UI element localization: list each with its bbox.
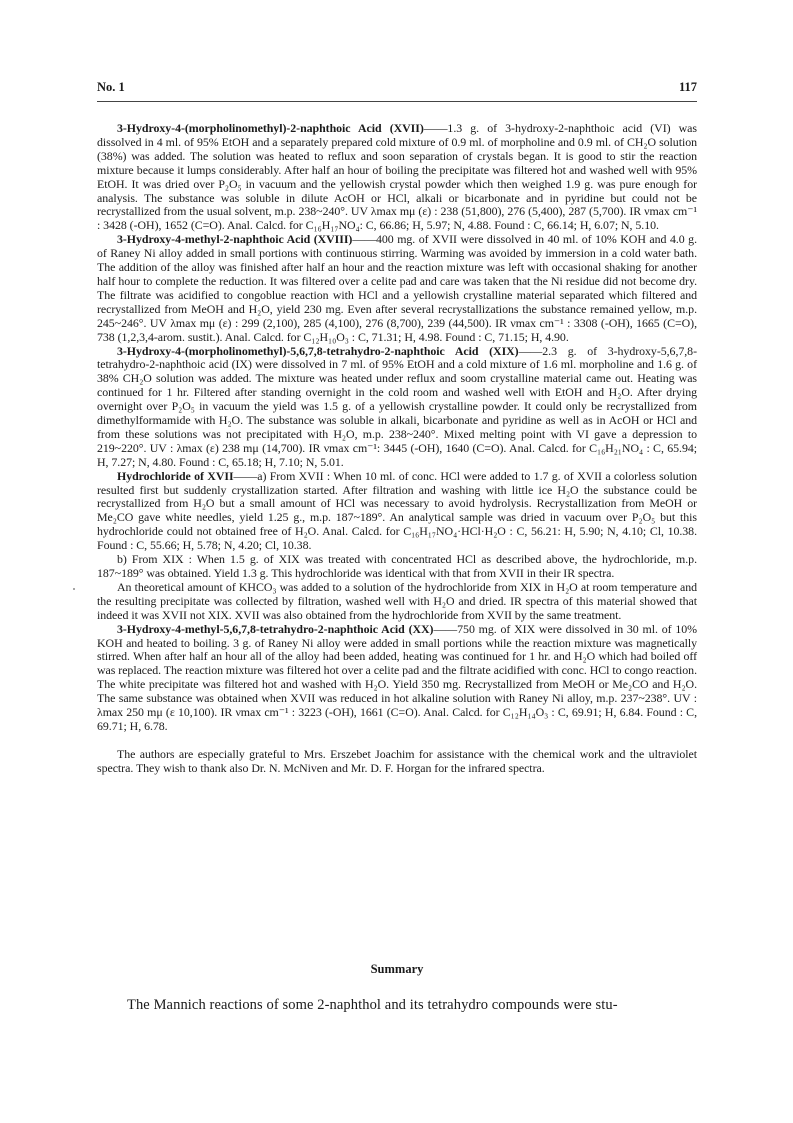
paragraph-hydrochloride <box>97 470 697 553</box>
compound-title: 3-Hydroxy-4-methyl-5,6,7,8-tetrahydro-2-naphthoic Acid (XX) <box>117 621 434 636</box>
header-rule <box>97 101 697 102</box>
paragraph-khco3 <box>97 581 697 623</box>
compound-title: 3-Hydroxy-4-(morpholinomethyl)-5,6,7,8-tetrahydro-2-naphthoic Acid (XIX) <box>117 343 519 358</box>
experimental-section <box>97 122 697 776</box>
compound-title: 3-Hydroxy-4-(morpholinomethyl)-2-naphthoic Acid (XVII) <box>117 121 424 135</box>
paragraph-text: ——a) From XVII : When 10 ml. of conc. HCl were added to 1.7 g. of XVII a colorless solution resulted first but suddenly crystallization started. After filtration and washing with little ice H₂O the substance could be recrystallized from H₂O but a small amount of HCl was necessary to avoid hydrolysis. Recrystallization from MeOH or Me₂CO gave white needles, yield 1.25 g., m.p. 187~189°. An analytical sample was dried in vacuum over P₂O₅ but this hydrochloride could not obtained free of H₂O. Anal. Calcd. for C₁₆H₁₇NO₄·HCl·H₂O : C, 56.21: H, 5.90; N, 4.10; Cl, 10.38. Found : C, 55.66; H, 5.78; N, 4.20; Cl, 10.38. <box>97 468 697 553</box>
page-number: 117 <box>678 80 697 94</box>
acknowledgement: The authors are especially grateful to Mrs. Erszebet Joachim for assistance with the chemical work and the ultraviolet spectra. They wish to thank also Dr. N. McNiven and Mr. D. F. Horgan for the infrared spectra. <box>97 746 697 775</box>
paragraph-xx <box>97 623 697 734</box>
running-header <box>97 80 697 95</box>
paragraph-xvii <box>97 122 697 233</box>
paragraph-text: An theoretical amount of KHCO₃ was added to a solution of the hydrochloride from XIX in H₂O at room temperature and the resulting precipitate was collected by filtration, washed well with H₂O and dried. IR spectra of this material showed that indeed it was XVII not XIX. XVII was also obtained from the hydrochloride from XVII by the same treatment. <box>97 579 697 622</box>
paragraph-xviii <box>97 233 697 344</box>
compound-title: Hydrochloride of XVII <box>117 468 234 483</box>
paragraph-text: ——400 mg. of XVII were dissolved in 40 ml. of 10% KOH and 4.0 g. of Raney Ni alloy added in small portions with continuous stirring. Warming was avoided by immersion in a cold water bath. The addition of the alloy was finished after half an hour and the reaction mixture was left with occasional shaking for another half hour to complete the reduction. It was filtered over a celite pad and care was taken that the Ni residue did not become dry. The filtrate was acidified to congoblue reaction with HCl and a yellowish crystalline material separated which filtered and recrystallized from MeOH and H₂O, yield 230 mg. Even after several recrystallizations the substance remained yellow, m.p. 245~246°. UV λmax mμ (ε) : 299 (2,100), 285 (4,100), 276 (8,700), 239 (44,500). IR νmax cm⁻¹ : 3308 (-OH), 1665 (C=O), 738 (1,2,3,4-arom. sustit.). Anal. Calcd. for C₁₂H₁₀O₃ : C, 71.31; H, 4.98. Found : C, 71.15; H, 4.90. <box>97 232 697 344</box>
journal-number: No. 1 <box>97 80 125 94</box>
summary-heading: Summary <box>370 962 424 976</box>
paragraph-hydrochloride-b <box>97 553 697 581</box>
paragraph-text: ——2.3 g. of 3-hydroxy-5,6,7,8-tetrahydro-2-naphthoic acid (IX) were dissolved in 7 ml. of 95% EtOH and a cold mixture of 1.6 ml. morpholine and 1.6 g. of 38% CH₂O solution was added. The mixture was heated under reflux and soom crystalline material came out. Heating was continued for 1 hr. Filtered after standing overnight in the cold room and washed well with EtOH and H₂O. After drying overnight over P₂O₅ in vacuum the yield was 1.5 g. of a yellowish crystalline powder. It could only be recrystallized from dimethylformamide with H₂O. The substance was soluble in alkali, bicarbonate and pyridine as well as in AcOH or HCl and from these solutions was not precipitated with H₂O, m.p. 238~240°. Mixed melting point with VI gave a depression to 219~220°. UV : λmax (ε) 238 mμ (14,700). IR νmax cm⁻¹: 3445 (-OH), 1640 (C=O). Anal. Calcd. for C₁₆H₂₁NO₄ : C, 65.94; H, 7.27; N, 4.80. Found : C, 65.18; H, 7.10; N, 5.01. <box>97 343 697 469</box>
paragraph-text: ——750 mg. of XIX were dissolved in 30 ml. of 10% KOH and heated to boiling. 3 g. of Raney Ni alloy were added in small portions while the reaction mixture was magnetically stirred. When after half an hour all of the alloy had been added, heating was continued for 1 hr. and H₂O which had boiled off was replaced. The reaction mixture was filtered hot over a celite pad and the filtrate acidified with conc. HCl to congo reaction. The white precipitate was filtered hot and washed with H₂O. Yield 350 mg. Recrystallized from MeOH or Me₂CO and H₂O. The same substance was obtained when XVII was reduced in hot alkaline solution with Raney Ni alloy, m.p. 237~238°. UV : λmax 250 mμ (ε 10,100). IR νmax cm⁻¹ : 3223 (-OH), 1661 (C=O). Anal. Calcd. for C₁₂H₁₄O₃ : C, 69.91; H, 6.84. Found : C, 69.71; H, 6.78. <box>97 621 697 733</box>
scan-speck <box>73 588 75 590</box>
paragraph-text: ——1.3 g. of 3-hydroxy-2-naphthoic acid (VI) was dissolved in 4 ml. of 95% EtOH and a separately prepared cold mixture of 0.9 ml. of morpholine and 0.9 ml. of CH₂O solution (38%) was added. The solution was heated to reflux and soon separation of crystals began. It is good to stir the reaction mixture because it lumps considerably. After half an hour of boiling the precipitate was filtered hot and washed well with 95% EtOH. It was dried over P₂O₅ in vacuum and the yellowish crystal powder which then weighed 1.9 g. was pure enough for analysis. The substance was soluble in dilute AcOH or HCl, alkali or bicarbonate and in pyridine but could not be recrystallized from the usual solvent, m.p. 238~240°. UV λmax mμ (ε) : 238 (51,800), 276 (5,400), 287 (5,700). IR νmax cm⁻¹ : 3428 (-OH), 1652 (C=O). Anal. Calcd. for C₁₆H₁₇NO₄: C, 66.86; H, 5.97; N, 4.88. Found : C, 66.14; H, 6.07; N, 5.10. <box>97 121 697 233</box>
paragraph-text: b) From XIX : When 1.5 g. of XIX was treated with concentrated HCl as described above, the hydrochloride, m.p. 187~189° was obtained. Yield 1.3 g. This hydrochloride was identical with that from XVII in their IR spectra. <box>97 552 697 580</box>
paragraph-xix <box>97 345 697 470</box>
compound-title: 3-Hydroxy-4-methyl-2-naphthoic Acid (XVIII) <box>117 232 353 247</box>
summary-text: The Mannich reactions of some 2-naphthol and its tetrahydro compounds were stu- <box>127 997 618 1013</box>
